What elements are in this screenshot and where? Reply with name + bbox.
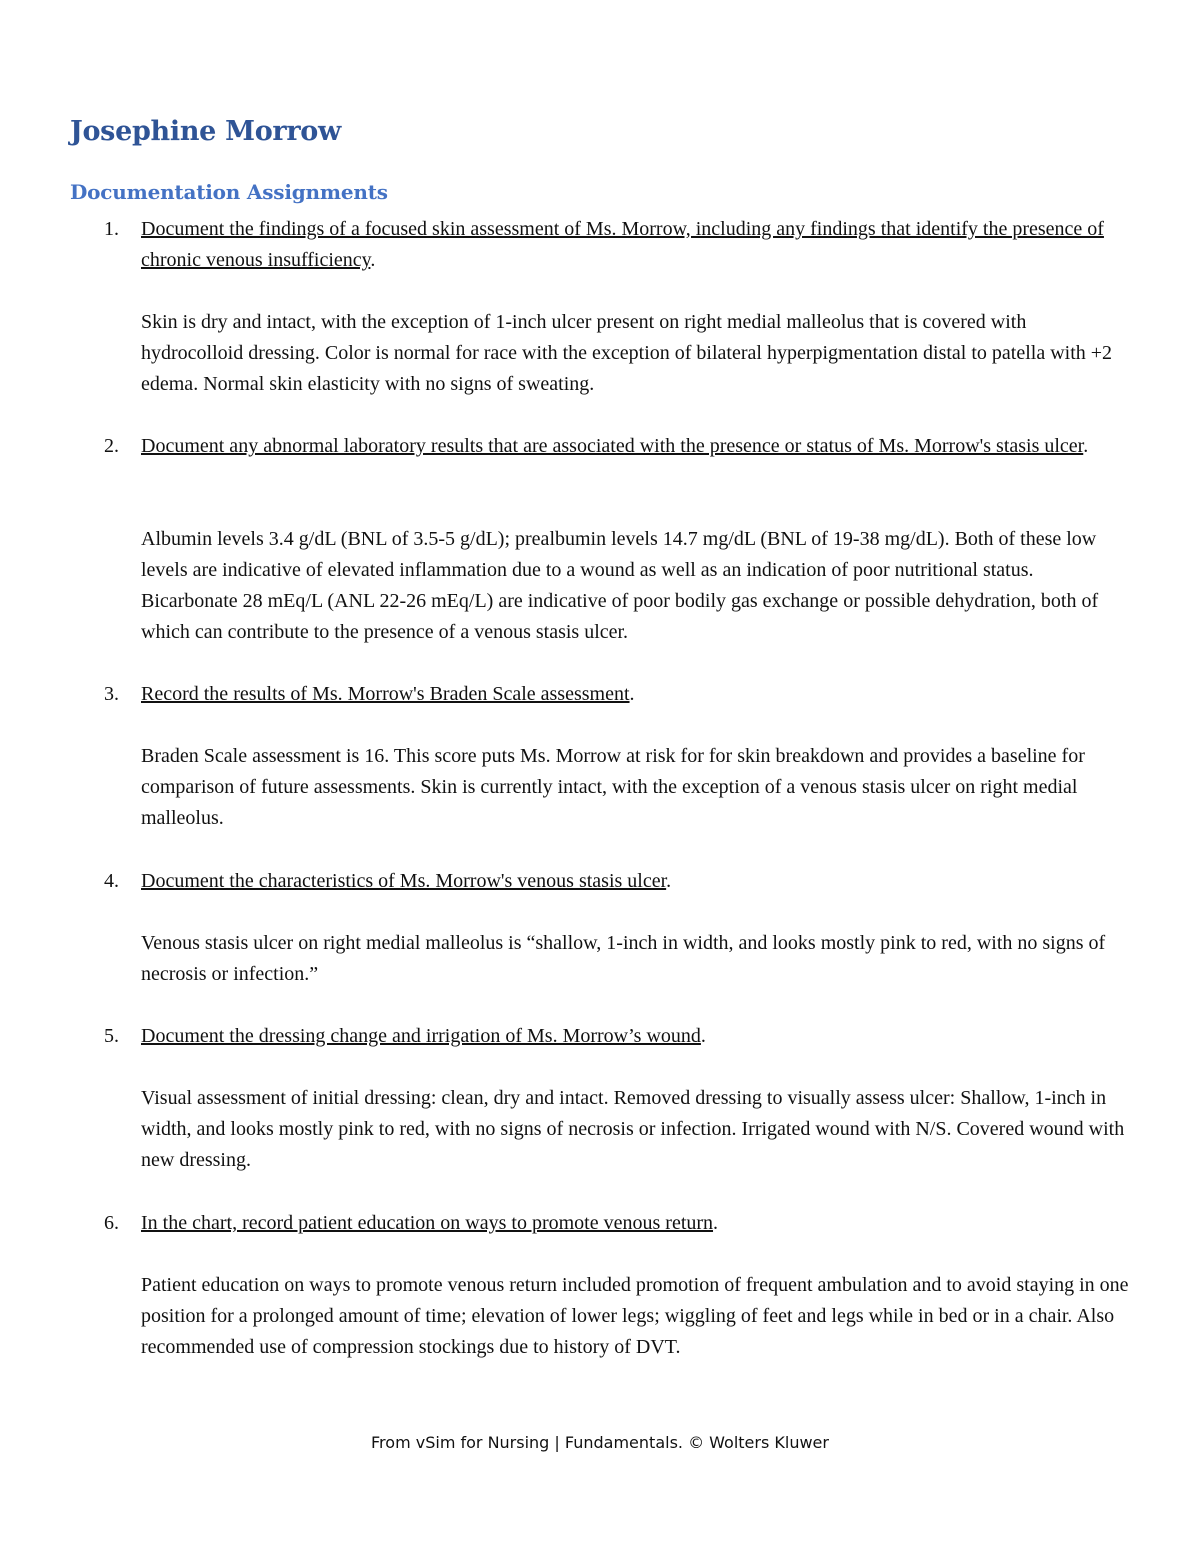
item-number: 5. <box>104 1025 119 1047</box>
item-answer: Visual assessment of initial dressing: clean, dry and intact. Removed dressing to visually assess ulcer: Shallow, 1-inch in width, and looks mostly pink to red, with no signs of necrosis or infection. Irrigated wound with N/S. Covered wound with new dressing. <box>141 1087 1125 1171</box>
item-answer: Venous stasis ulcer on right medial malleolus is “shallow, 1-inch in width, and looks mostly pink to red, with no signs of necrosis or infection.” <box>141 932 1106 985</box>
item-answer: Albumin levels 3.4 g/dL (BNL of 3.5-5 g/dL); prealbumin levels 14.7 mg/dL (BNL of 19-38 mg/dL). Both of these low levels are indicative of elevated inflammation due to a wound as well as an indication of poor nutritional status. Bicarbonate 28 mEq/L (ANL 22-26 mEq/L) are indicative of poor bodily gas exchange or possible dehydration, both of which can contribute to the presence of a venous stasis ulcer. <box>141 528 1099 643</box>
item-prompt <box>141 679 1141 710</box>
item-number: 3. <box>104 683 119 705</box>
item-prompt <box>141 866 1141 897</box>
prompt-text: Document any abnormal laboratory results that are associated with the presence or status of Ms. Morrow's stasis ulcer <box>141 435 1084 457</box>
page-title: Josephine Morrow <box>70 116 341 147</box>
item-prompt <box>141 431 1141 462</box>
prompt-text: Record the results of Ms. Morrow's Braden Scale assessment <box>141 683 630 705</box>
item-number: 1. <box>104 218 119 240</box>
prompt-end: . <box>370 249 376 271</box>
item-number: 4. <box>104 870 119 892</box>
item-number: 2. <box>104 435 119 457</box>
item-answer: Braden Scale assessment is 16. This score puts Ms. Morrow at risk for for skin breakdown and provides a baseline for comparison of future assessments. Skin is currently intact, with the exception of a venous stasis ulcer on right medial malleolus. <box>141 745 1085 829</box>
prompt-text: In the chart, record patient education on ways to promote venous return <box>141 1212 714 1234</box>
prompt-text: Document the findings of a focused skin assessment of Ms. Morrow, including any findings that identify the presence of chronic venous insufficiency <box>141 218 1104 271</box>
item-number: 6. <box>104 1212 119 1234</box>
item-prompt <box>141 1021 1141 1052</box>
prompt-end: . <box>629 683 635 705</box>
prompt-end: . <box>1083 435 1089 457</box>
prompt-end: . <box>700 1025 706 1047</box>
item-answer: Patient education on ways to promote venous return included promotion of frequent ambulation and to avoid staying in one position for a prolonged amount of time; elevation of lower legs; wiggling of feet and legs while in bed or in a chair. Also recommended use of compression stockings due to history of DVT. <box>141 1274 1129 1358</box>
item-prompt <box>141 1208 1141 1239</box>
item-answer: Skin is dry and intact, with the exception of 1-inch ulcer present on right medial malleolus that is covered with hydrocolloid dressing. Color is normal for race with the exception of bilateral hyperpigmentation distal to patella with +2 edema. Normal skin elasticity with no signs of sweating. <box>141 311 1113 395</box>
prompt-end: . <box>713 1212 719 1234</box>
page-footer: From vSim for Nursing | Fundamentals. © Wolters Kluwer <box>371 1433 829 1452</box>
prompt-end: . <box>666 870 672 892</box>
prompt-text: Document the dressing change and irrigation of Ms. Morrow’s wound <box>141 1025 701 1047</box>
section-title: Documentation Assignments <box>70 180 388 204</box>
prompt-text: Document the characteristics of Ms. Morrow's venous stasis ulcer <box>141 870 667 892</box>
item-prompt <box>141 214 1141 276</box>
